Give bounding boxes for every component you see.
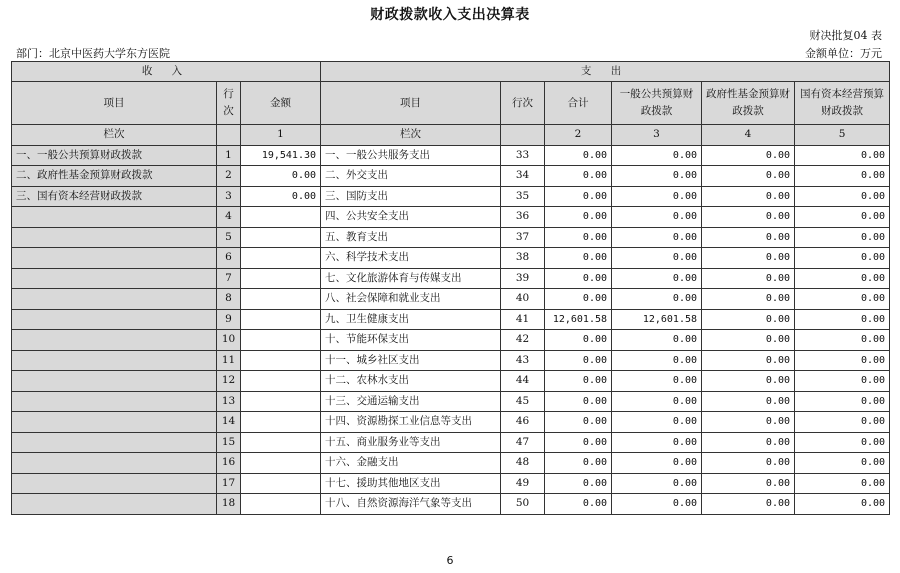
income-amount-cell (241, 494, 321, 515)
expense-fund-cell: 0.00 (702, 268, 795, 289)
income-item-cell (12, 227, 217, 248)
expense-fund-cell: 0.00 (702, 473, 795, 494)
expense-item-cell: 八、社会保障和就业支出 (321, 289, 501, 310)
income-amount-cell: 0.00 (241, 186, 321, 207)
expense-soe-cell: 0.00 (795, 145, 890, 166)
col-header-income-row: 行次 (217, 82, 241, 125)
column-index-4: 4 (702, 125, 795, 146)
income-amount-cell (241, 309, 321, 330)
income-item-cell (12, 371, 217, 392)
income-row-number: 2 (217, 166, 241, 187)
expense-fund-cell: 0.00 (702, 371, 795, 392)
expense-total-cell: 0.00 (545, 350, 612, 371)
income-row-number: 8 (217, 289, 241, 310)
form-number: 财决批复04 表 (809, 29, 882, 42)
income-row-number: 10 (217, 330, 241, 351)
income-item-cell (12, 412, 217, 433)
table-row (12, 453, 890, 474)
expense-row-number: 45 (501, 391, 545, 412)
income-amount-cell: 19,541.30 (241, 145, 321, 166)
income-row-number: 3 (217, 186, 241, 207)
col-header-income-amount: 金额 (241, 82, 321, 125)
expense-general-cell: 0.00 (612, 494, 702, 515)
expense-total-cell: 0.00 (545, 289, 612, 310)
expense-soe-cell: 0.00 (795, 453, 890, 474)
income-item-cell (12, 248, 217, 269)
income-item-cell (12, 289, 217, 310)
income-section-header: 收 入 (12, 62, 321, 82)
expense-general-cell: 0.00 (612, 330, 702, 351)
expense-fund-cell: 0.00 (702, 330, 795, 351)
expense-soe-cell: 0.00 (795, 391, 890, 412)
table-row (12, 145, 890, 166)
income-amount-cell: 0.00 (241, 166, 321, 187)
income-item-cell (12, 309, 217, 330)
income-amount-cell (241, 350, 321, 371)
column-index-2: 2 (545, 125, 612, 146)
expense-soe-cell: 0.00 (795, 289, 890, 310)
expense-general-cell: 0.00 (612, 432, 702, 453)
expense-row-number: 50 (501, 494, 545, 515)
expense-total-cell: 0.00 (545, 166, 612, 187)
expense-row-number: 47 (501, 432, 545, 453)
income-amount-cell (241, 432, 321, 453)
expense-fund-cell: 0.00 (702, 494, 795, 515)
expense-total-cell: 0.00 (545, 371, 612, 392)
expense-row-number: 46 (501, 412, 545, 433)
income-row-number: 4 (217, 207, 241, 228)
expense-item-cell: 十六、金融支出 (321, 453, 501, 474)
income-item-cell (12, 330, 217, 351)
col-header-fund-budget: 政府性基金预算财政拨款 (702, 82, 795, 125)
table-row (12, 186, 890, 207)
expense-fund-cell: 0.00 (702, 248, 795, 269)
expense-total-cell: 0.00 (545, 227, 612, 248)
expense-item-cell: 七、文化旅游体育与传媒支出 (321, 268, 501, 289)
amount-unit-label: 金额单位：万元 (805, 47, 882, 60)
expense-soe-cell: 0.00 (795, 432, 890, 453)
expense-item-cell: 一、一般公共服务支出 (321, 145, 501, 166)
expense-general-cell: 0.00 (612, 371, 702, 392)
income-amount-cell (241, 371, 321, 392)
expense-section-header: 支 出 (321, 62, 890, 82)
expense-soe-cell: 0.00 (795, 473, 890, 494)
col-header-total: 合计 (545, 82, 612, 125)
expense-general-cell: 0.00 (612, 186, 702, 207)
expense-fund-cell: 0.00 (702, 350, 795, 371)
income-row-number: 7 (217, 268, 241, 289)
expense-total-cell: 0.00 (545, 494, 612, 515)
table-row (12, 330, 890, 351)
expense-total-cell: 0.00 (545, 330, 612, 351)
page-number: 6 (446, 554, 454, 567)
expense-row-number: 33 (501, 145, 545, 166)
income-item-cell (12, 432, 217, 453)
income-row-number: 16 (217, 453, 241, 474)
column-index-row (12, 125, 890, 146)
income-amount-cell (241, 268, 321, 289)
table-row (12, 391, 890, 412)
income-amount-cell (241, 207, 321, 228)
expense-general-cell: 0.00 (612, 289, 702, 310)
income-amount-cell (241, 473, 321, 494)
expense-total-cell: 0.00 (545, 473, 612, 494)
expense-total-cell: 12,601.58 (545, 309, 612, 330)
income-item-cell (12, 350, 217, 371)
column-index-blank (501, 125, 545, 146)
income-item-cell (12, 268, 217, 289)
col-header-general-budget: 一般公共预算财政拨款 (612, 82, 702, 125)
budget-table (11, 61, 890, 515)
expense-total-cell: 0.00 (545, 186, 612, 207)
column-index-3: 3 (612, 125, 702, 146)
expense-general-cell: 0.00 (612, 227, 702, 248)
expense-soe-cell: 0.00 (795, 371, 890, 392)
income-row-number: 14 (217, 412, 241, 433)
col-header-expense-row: 行次 (501, 82, 545, 125)
col-header-soe-budget: 国有资本经营预算财政拨款 (795, 82, 890, 125)
expense-item-cell: 十一、城乡社区支出 (321, 350, 501, 371)
table-row (12, 227, 890, 248)
expense-total-cell: 0.00 (545, 207, 612, 228)
expense-fund-cell: 0.00 (702, 207, 795, 228)
expense-fund-cell: 0.00 (702, 145, 795, 166)
expense-item-cell: 五、教育支出 (321, 227, 501, 248)
expense-item-cell: 十三、交通运输支出 (321, 391, 501, 412)
income-amount-cell (241, 391, 321, 412)
expense-item-cell: 四、公共安全支出 (321, 207, 501, 228)
expense-row-number: 49 (501, 473, 545, 494)
table-row (12, 309, 890, 330)
expense-item-cell: 六、科学技术支出 (321, 248, 501, 269)
expense-soe-cell: 0.00 (795, 309, 890, 330)
header-row-columns (12, 82, 890, 125)
expense-total-cell: 0.00 (545, 453, 612, 474)
income-row-number: 17 (217, 473, 241, 494)
expense-soe-cell: 0.00 (795, 330, 890, 351)
income-row-number: 12 (217, 371, 241, 392)
expense-general-cell: 0.00 (612, 248, 702, 269)
income-item-cell (12, 391, 217, 412)
expense-soe-cell: 0.00 (795, 494, 890, 515)
expense-item-cell: 十二、农林水支出 (321, 371, 501, 392)
expense-row-number: 36 (501, 207, 545, 228)
expense-row-number: 38 (501, 248, 545, 269)
expense-general-cell: 0.00 (612, 350, 702, 371)
expense-soe-cell: 0.00 (795, 166, 890, 187)
expense-row-number: 43 (501, 350, 545, 371)
table-row (12, 473, 890, 494)
income-row-number: 13 (217, 391, 241, 412)
expense-general-cell: 0.00 (612, 207, 702, 228)
income-amount-cell (241, 412, 321, 433)
income-amount-cell (241, 227, 321, 248)
expense-item-cell: 三、国防支出 (321, 186, 501, 207)
table-row (12, 268, 890, 289)
expense-soe-cell: 0.00 (795, 186, 890, 207)
expense-general-cell: 0.00 (612, 145, 702, 166)
header-row-sections (12, 62, 890, 82)
income-item-cell (12, 453, 217, 474)
expense-soe-cell: 0.00 (795, 207, 890, 228)
expense-row-number: 41 (501, 309, 545, 330)
income-item-cell (12, 473, 217, 494)
expense-total-cell: 0.00 (545, 412, 612, 433)
expense-soe-cell: 0.00 (795, 268, 890, 289)
expense-item-cell: 九、卫生健康支出 (321, 309, 501, 330)
expense-row-number: 48 (501, 453, 545, 474)
table-row (12, 166, 890, 187)
expense-item-cell: 十四、资源勘探工业信息等支出 (321, 412, 501, 433)
expense-fund-cell: 0.00 (702, 432, 795, 453)
expense-fund-cell: 0.00 (702, 186, 795, 207)
income-item-cell: 二、政府性基金预算财政拨款 (12, 166, 217, 187)
expense-item-cell: 二、外交支出 (321, 166, 501, 187)
expense-general-cell: 0.00 (612, 391, 702, 412)
expense-total-cell: 0.00 (545, 432, 612, 453)
income-item-cell: 三、国有资本经营财政拨款 (12, 186, 217, 207)
expense-fund-cell: 0.00 (702, 289, 795, 310)
expense-fund-cell: 0.00 (702, 166, 795, 187)
table-row (12, 350, 890, 371)
col-header-income-item: 项目 (12, 82, 217, 125)
income-item-cell (12, 207, 217, 228)
income-amount-cell (241, 289, 321, 310)
income-item-cell: 一、一般公共预算财政拨款 (12, 145, 217, 166)
expense-soe-cell: 0.00 (795, 227, 890, 248)
page-title: 财政拨款收入支出决算表 (370, 7, 530, 23)
expense-row-number: 40 (501, 289, 545, 310)
table-row (12, 432, 890, 453)
column-index-label-right: 栏次 (321, 125, 501, 146)
table-row (12, 248, 890, 269)
income-row-number: 9 (217, 309, 241, 330)
expense-fund-cell: 0.00 (702, 391, 795, 412)
table-row (12, 412, 890, 433)
column-index-5: 5 (795, 125, 890, 146)
income-amount-cell (241, 248, 321, 269)
income-amount-cell (241, 330, 321, 351)
income-row-number: 6 (217, 248, 241, 269)
expense-fund-cell: 0.00 (702, 309, 795, 330)
expense-general-cell: 0.00 (612, 453, 702, 474)
income-row-number: 18 (217, 494, 241, 515)
expense-row-number: 34 (501, 166, 545, 187)
table-row (12, 289, 890, 310)
expense-general-cell: 0.00 (612, 268, 702, 289)
column-index-1: 1 (241, 125, 321, 146)
expense-soe-cell: 0.00 (795, 350, 890, 371)
column-index-label-left: 栏次 (12, 125, 217, 146)
expense-fund-cell: 0.00 (702, 227, 795, 248)
expense-soe-cell: 0.00 (795, 412, 890, 433)
expense-fund-cell: 0.00 (702, 453, 795, 474)
expense-general-cell: 0.00 (612, 473, 702, 494)
col-header-expense-item: 项目 (321, 82, 501, 125)
expense-general-cell: 12,601.58 (612, 309, 702, 330)
expense-item-cell: 十八、自然资源海洋气象等支出 (321, 494, 501, 515)
table-row (12, 371, 890, 392)
table-row (12, 494, 890, 515)
expense-row-number: 35 (501, 186, 545, 207)
expense-total-cell: 0.00 (545, 391, 612, 412)
income-row-number: 11 (217, 350, 241, 371)
expense-soe-cell: 0.00 (795, 248, 890, 269)
expense-general-cell: 0.00 (612, 412, 702, 433)
expense-row-number: 39 (501, 268, 545, 289)
expense-total-cell: 0.00 (545, 248, 612, 269)
table-row (12, 207, 890, 228)
column-index-blank (217, 125, 241, 146)
income-amount-cell (241, 453, 321, 474)
income-row-number: 1 (217, 145, 241, 166)
expense-general-cell: 0.00 (612, 166, 702, 187)
expense-row-number: 42 (501, 330, 545, 351)
department-label: 部门：北京中医药大学东方医院 (16, 47, 170, 60)
income-row-number: 15 (217, 432, 241, 453)
expense-fund-cell: 0.00 (702, 412, 795, 433)
expense-total-cell: 0.00 (545, 268, 612, 289)
expense-item-cell: 十、节能环保支出 (321, 330, 501, 351)
income-row-number: 5 (217, 227, 241, 248)
expense-row-number: 44 (501, 371, 545, 392)
expense-total-cell: 0.00 (545, 145, 612, 166)
expense-item-cell: 十五、商业服务业等支出 (321, 432, 501, 453)
income-item-cell (12, 494, 217, 515)
expense-item-cell: 十七、援助其他地区支出 (321, 473, 501, 494)
expense-row-number: 37 (501, 227, 545, 248)
